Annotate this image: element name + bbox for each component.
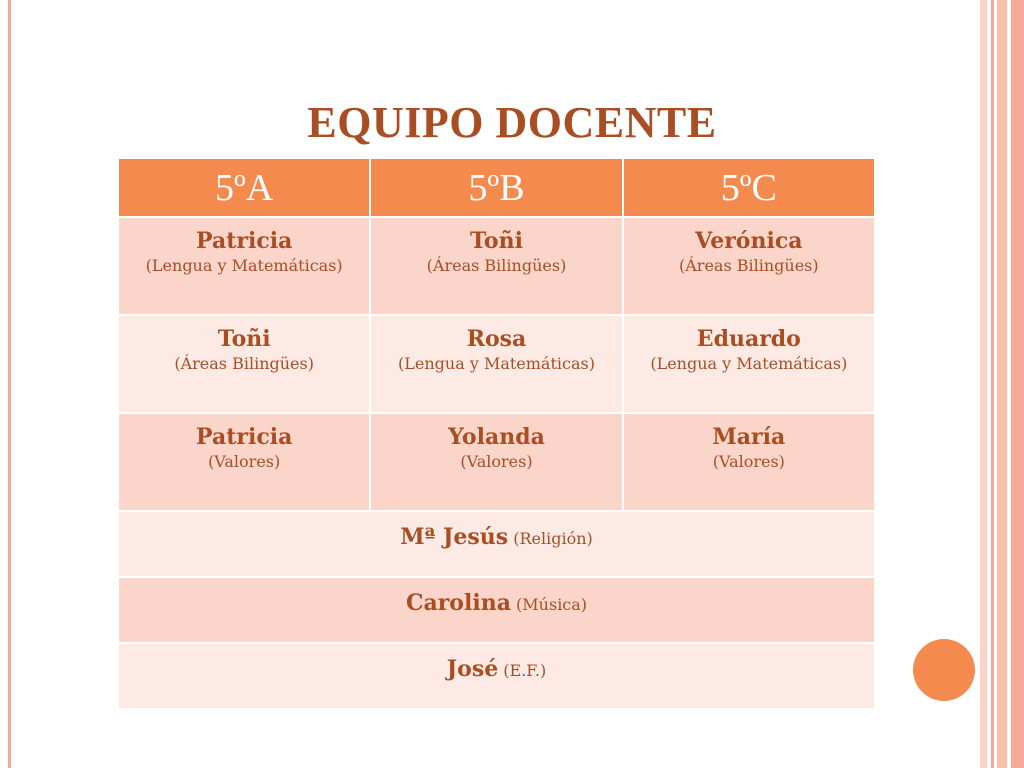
teacher-subject: (Áreas Bilingües): [679, 256, 819, 275]
table-cell: [370, 315, 622, 413]
teacher-table: [117, 157, 876, 710]
teacher-name: María: [712, 424, 786, 450]
teacher-name: Rosa: [466, 326, 527, 352]
table-cell: [118, 413, 370, 511]
table-cell: [118, 577, 875, 643]
table-cell: [118, 643, 875, 709]
specialist-subject: (E.F.): [503, 661, 547, 680]
table-row: [118, 217, 875, 315]
header-cell-5a: 5ºA: [118, 158, 370, 217]
table-cell: [118, 217, 370, 315]
teacher-name: Verónica: [695, 228, 803, 254]
specialist-subject: (Música): [516, 595, 588, 614]
header-row: [118, 158, 875, 217]
teacher-name: Patricia: [196, 424, 293, 450]
table-row: [118, 315, 875, 413]
table-cell: [370, 217, 622, 315]
specialist-row: [118, 643, 875, 709]
specialist-name: Carolina: [405, 590, 511, 616]
teacher-subject: (Áreas Bilingües): [426, 256, 567, 275]
teacher-subject: (Valores): [208, 452, 281, 471]
teacher-subject: (Lengua y Matemáticas): [398, 354, 595, 373]
table-cell: [370, 413, 622, 511]
header-cell-5b: 5ºB: [370, 158, 622, 217]
table-cell: [623, 413, 875, 511]
specialist-row: [118, 577, 875, 643]
table-cell: [118, 315, 370, 413]
header-cell-5c: 5ºC: [623, 158, 875, 217]
table-cell: [118, 511, 875, 577]
table-cell: [623, 315, 875, 413]
slide-title: EQUIPO DOCENTE: [307, 98, 717, 147]
specialist-name: José: [446, 656, 499, 682]
teacher-subject: (Áreas Bilingües): [174, 354, 314, 373]
teacher-subject: (Lengua y Matemáticas): [145, 256, 343, 275]
teacher-name: Toñi: [470, 228, 523, 254]
teacher-name: Yolanda: [448, 424, 545, 450]
teacher-subject: (Valores): [712, 452, 785, 471]
table-cell: [623, 217, 875, 315]
teacher-name: Patricia: [196, 228, 293, 254]
table-row: [118, 413, 875, 511]
specialist-name: Mª Jesús: [400, 524, 509, 550]
specialist-row: [118, 511, 875, 577]
teacher-name: Toñi: [217, 326, 271, 352]
decorative-circle: [913, 639, 975, 701]
teacher-name: Eduardo: [696, 326, 801, 352]
specialist-subject: (Religión): [513, 529, 593, 548]
teacher-subject: (Valores): [460, 452, 533, 471]
teacher-subject: (Lengua y Matemáticas): [650, 354, 848, 373]
